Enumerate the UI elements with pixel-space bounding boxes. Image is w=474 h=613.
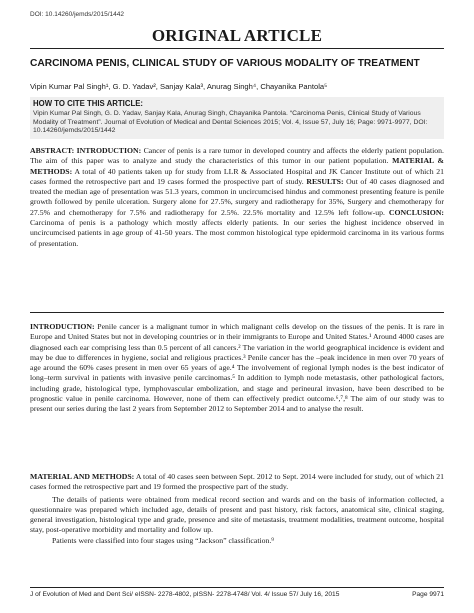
methods-text-2: The details of patients were obtained from medical record section and wards and on the basis of information collected, a questionnaire was prepared which included age, details of present and past history, risk factors, anatomical site, clinical staging, general investigation, histological type and grade, presence and site of metastasis, treatment modalities, treatment outcome, hospital stay, post-operative morbidity and mortality and follow up. bbox=[30, 494, 444, 535]
abstract-methods-label: MATERIAL & METHODS: bbox=[30, 156, 444, 176]
abstract-intro-label: ABSTRACT: INTRODUCTION: bbox=[30, 146, 142, 155]
abstract bbox=[30, 146, 444, 249]
introduction-section bbox=[30, 322, 444, 415]
methods-text-3: Patients were classified into four stages using “Jackson” classification.⁹ bbox=[52, 535, 275, 545]
abstract-intro-text: Cancer of penis is a rare tumor in developed country and affects the elderly patient population. The aim of this paper was to analyze and study the characteristics of this tumor in our patient population. bbox=[30, 146, 444, 166]
abstract-divider bbox=[30, 312, 444, 313]
footer-journal-info: J of Evolution of Med and Dent Sci/ eISSN- 2278-4802, pISSN- 2278-4748/ Vol. 4/ Issue 57/ July 16, 2015 bbox=[30, 591, 340, 598]
footer-page-number: Page 9971 bbox=[412, 591, 444, 598]
abstract-conclusion-text: Carcinoma of penis is a pathology which mostly affects elderly patients. In our series the highest incidence observed in uncircumcised patients in age group of 41-50 years. The most common histological type epidermoid carcinoma in its various forms of presentation. bbox=[30, 218, 444, 248]
doi-text: DOI: 10.14260/jemds/2015/1442 bbox=[30, 11, 124, 18]
citation-heading: HOW TO CITE THIS ARTICLE: bbox=[33, 99, 144, 108]
header-rule bbox=[30, 48, 444, 49]
abstract-methods-text: A total of 40 patients taken up for study from LLR & Associated Hospital and JK Cancer Institute out of which 21 cases formed the retrospective part and 19 cases formed the prospective part of study. bbox=[30, 166, 444, 186]
methods-text-1: A total of 40 cases seen between Sept. 2012 to Sept. 2014 were included for study, out of which 21 cases formed the retrospective part and 19 formed the prospective part of the study. bbox=[30, 472, 444, 492]
abstract-results-text: Out of 40 cases diagnosed and treated the median age of presentation was 51.3 years, common in uncircumcised hindus and commonest presenting feature is penile growth followed by penile ulceration. Surgery alone for 27.5%, surgery and radiotherapy for 35%, Surgery and chemotherapy for 27.5% and chemotherapy for 7.5% and radiotherapy for 2.5%. 22.5% mortality and 12.5% left follow-up. bbox=[30, 176, 444, 217]
footer bbox=[30, 591, 444, 598]
paper-title: CARCINOMA PENIS, CLINICAL STUDY OF VARIOUS MODALITY OF TREATMENT bbox=[30, 58, 420, 69]
introduction-label: INTRODUCTION: bbox=[30, 322, 95, 331]
footer-rule bbox=[30, 587, 444, 588]
abstract-results-label: RESULTS: bbox=[306, 176, 344, 186]
methods-label: MATERIAL AND METHODS: bbox=[30, 472, 135, 481]
abstract-conclusion-label: CONCLUSION: bbox=[388, 207, 444, 217]
methods-section bbox=[30, 472, 444, 546]
article-type-heading: ORIGINAL ARTICLE bbox=[151, 26, 323, 45]
introduction-text: Penile cancer is a malignant tumor in which malignant cells develop on the tissues of the penis. It is rare in Europe and United States but not in developing countries or in their immigrants to Europe and United States.¹ Around 4000 cases are diagnosed each ear comprising less than 0.5 percent of all cancers.² The variation in the world geographical incidence is evident and may be due to differences in hygiene, social and religious practices.³ Penile cancer has the –peak incidence in men over 70 years of age around the 60% cases present in men over 65 years of age.⁴ The involvement of regional lymph nodes is the best indicator of long–term survival in patients with invasive penile carcinomas.⁵ In addition to lymph node metastasis, other pathological factors, including grade, histological type, lymphovascular embolization, and stage and perineural invasion, have been described to be prognostic value in penile carcinoma. However, none of them can effectively predict outcome.⁶,⁷,⁸ The aim of our study was to present our series during the last 2 years from September 2012 to September 2014 and to analyse the result. bbox=[30, 322, 444, 414]
citation-text: Vipin Kumar Pal Singh, G. D. Yadav, Sanjay Kala, Anurag Singh, Chayanika Pantola. “Carcinoma Penis, Clinical Study of Various Modality of Treatment”. Journal of Evolution of Medical and Dental Sciences 2015; Vol. 4, Issue 57, July 16; Page: 9971-9977, DOI: 10.14260/jemds/2015/1442 bbox=[33, 110, 428, 135]
author-list: Vipin Kumar Pal Singh¹, G. D. Yadav², Sanjay Kala³, Anurag Singh⁴, Chayanika Pantola⁵ bbox=[30, 82, 328, 91]
